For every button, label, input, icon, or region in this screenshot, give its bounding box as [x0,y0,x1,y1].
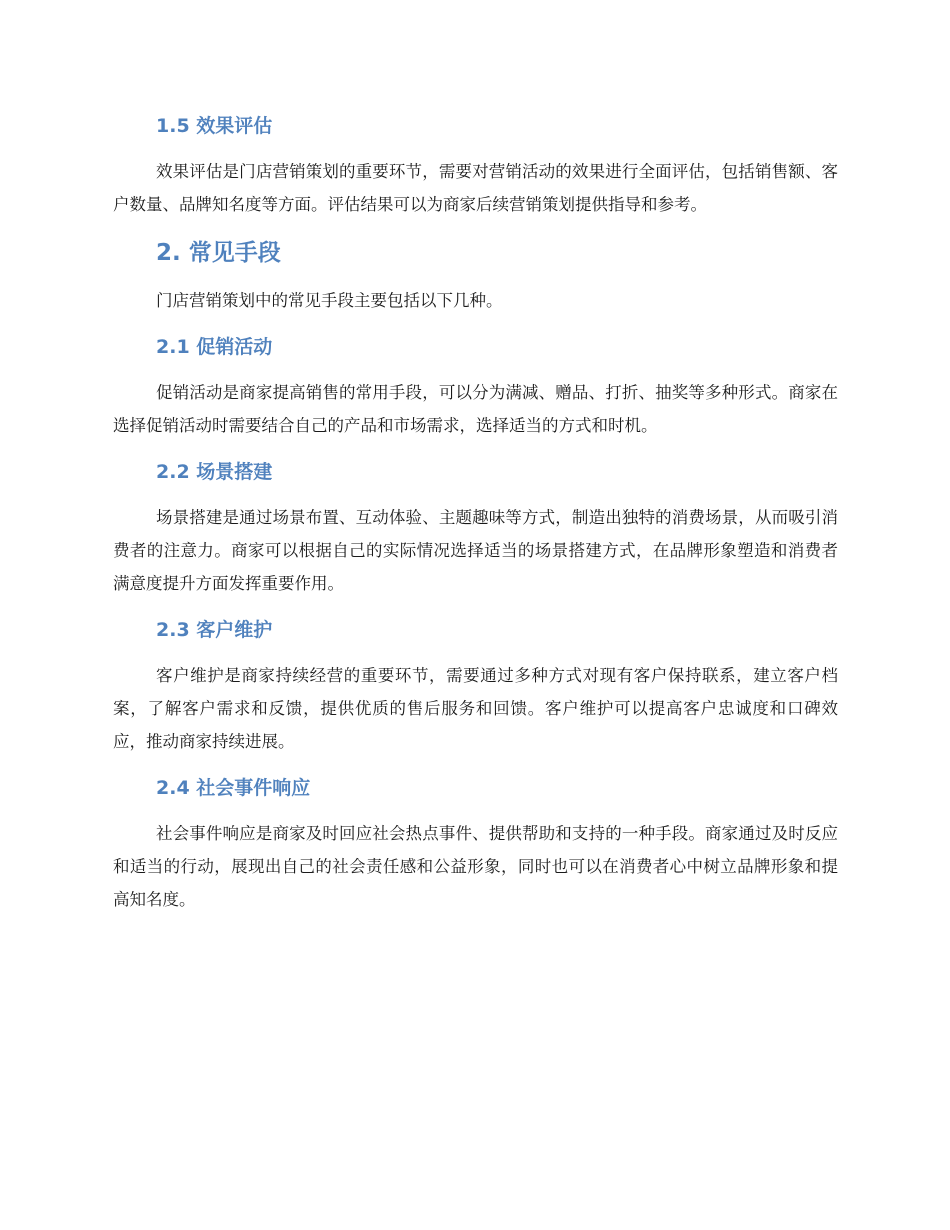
section-paragraph-2: 门店营销策划中的常见手段主要包括以下几种。 [156,291,503,310]
section-paragraph-2-1: 促销活动是商家提高销售的常用手段，可以分为满减、赠品、打折、抽奖等多种形式。商家在选择促销活动时需要结合自己的产品和市场需求，选择适当的方式和时机。 [113,383,838,435]
section-heading-2: 2. 常见手段 [156,240,281,266]
section-paragraph-2-3: 客户维护是商家持续经营的重要环节，需要通过多种方式对现有客户保持联系，建立客户档案，了解客户需求和反馈，提供优质的售后服务和回馈。客户维护可以提高客户忠诚度和口碑效应，推动商家持续进展。 [113,666,838,751]
section-heading-2-3: 2.3 客户维护 [156,619,273,641]
document-content [113,110,838,916]
section-heading-2-2: 2.2 场景搭建 [156,461,273,483]
section-paragraph-1-5: 效果评估是门店营销策划的重要环节，需要对营销活动的效果进行全面评估，包括销售额、客户数量、品牌知名度等方面。评估结果可以为商家后续营销策划提供指导和参考。 [113,162,838,214]
section-heading-2-4: 2.4 社会事件响应 [156,777,311,799]
section-paragraph-2-4: 社会事件响应是商家及时回应社会热点事件、提供帮助和支持的一种手段。商家通过及时反应和适当的行动，展现出自己的社会责任感和公益形象，同时也可以在消费者心中树立品牌形象和提高知名度。 [113,824,838,909]
section-paragraph-2-2: 场景搭建是通过场景布置、互动体验、主题趣味等方式，制造出独特的消费场景，从而吸引消费者的注意力。商家可以根据自己的实际情况选择适当的场景搭建方式，在品牌形象塑造和消费者满意度提升方面发挥重要作用。 [113,508,838,593]
section-heading-2-1: 2.1 促销活动 [156,336,273,358]
section-heading-1-5: 1.5 效果评估 [156,115,273,137]
